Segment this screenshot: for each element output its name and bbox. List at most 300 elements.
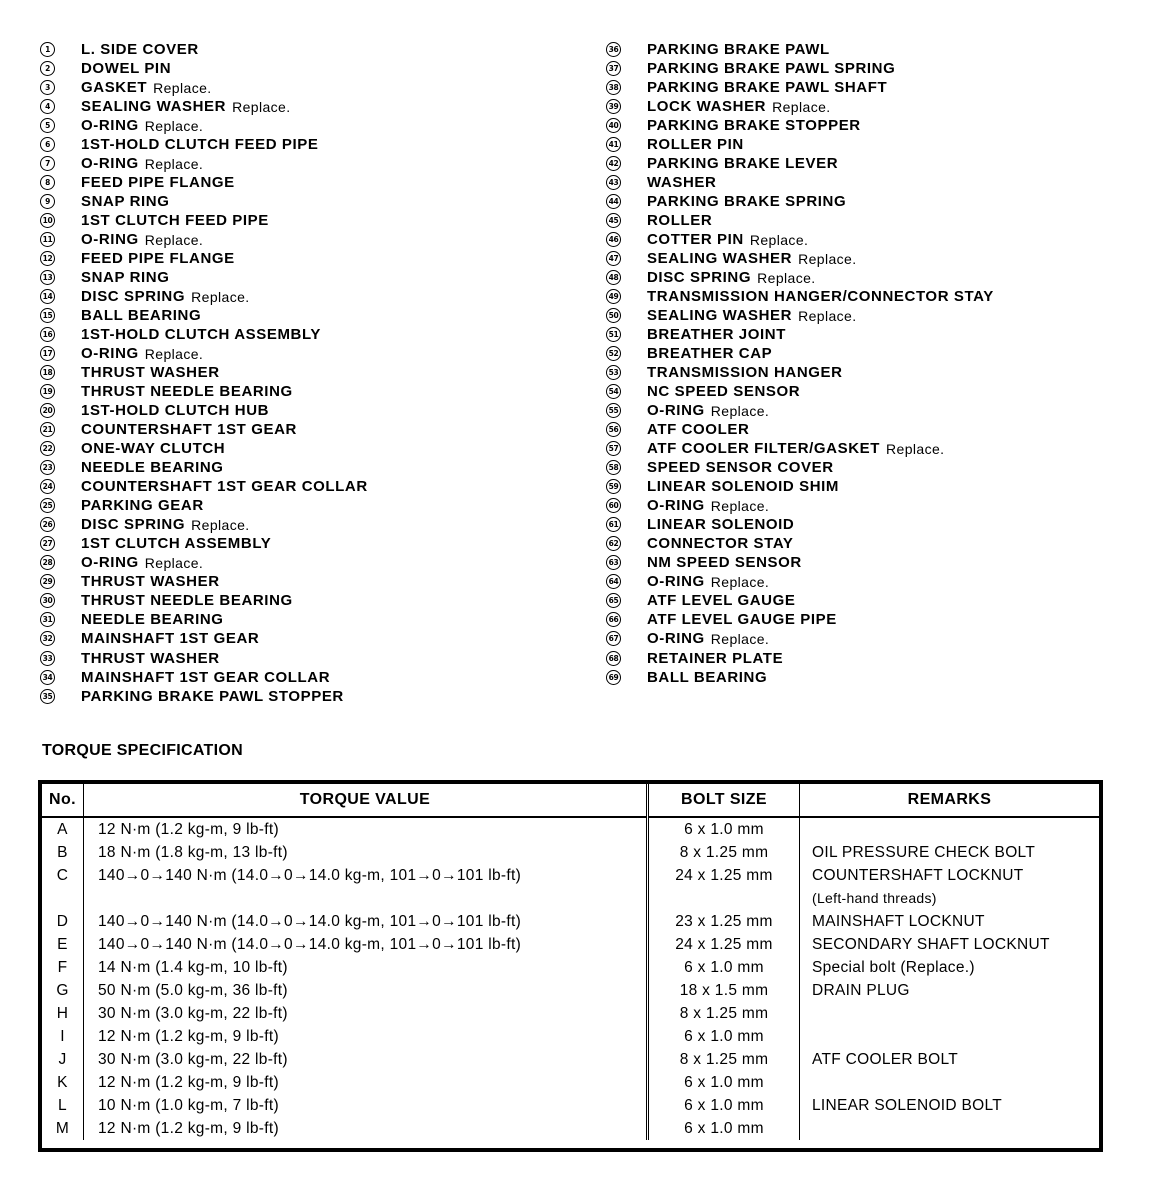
parts-list-left: [40, 40, 560, 706]
part-item: [606, 249, 1126, 268]
part-name: ATF LEVEL GAUGE PIPE: [647, 611, 837, 629]
part-number-circle: 50: [606, 308, 621, 323]
part-name: SPEED SENSOR COVER: [647, 459, 834, 477]
part-item: [40, 477, 560, 496]
part-number-circle: 15: [40, 308, 55, 323]
part-number-circle: 37: [606, 61, 621, 76]
part-number-circle: 33: [40, 651, 55, 666]
part-name: L. SIDE COVER: [81, 41, 199, 58]
part-item: [40, 230, 560, 249]
table-row: [42, 1048, 1099, 1071]
remarks-text: MAINSHAFT LOCKNUT: [812, 913, 985, 930]
part-number-circle: 20: [40, 403, 55, 418]
cell-remarks: [800, 1025, 1100, 1048]
part-name: MAINSHAFT 1ST GEAR COLLAR: [81, 668, 331, 686]
cell-no: A: [57, 821, 68, 838]
part-item: [40, 135, 560, 154]
table-header-row: [42, 784, 1099, 817]
part-item: [606, 629, 1126, 648]
part-name: LINEAR SOLENOID SHIM: [647, 478, 840, 496]
part-number-circle: 55: [606, 403, 621, 418]
remarks-text: ATF COOLER BOLT: [812, 1051, 959, 1068]
part-number-circle: 46: [606, 232, 621, 247]
part-number-circle: 67: [606, 631, 621, 646]
part-item: [40, 610, 560, 629]
remarks-text: LINEAR SOLENOID BOLT: [812, 1097, 1003, 1114]
remarks-text: Special bolt (Replace.): [812, 959, 975, 976]
cell-bolt-size: 24 x 1.25 mm: [648, 864, 800, 910]
part-item: [606, 534, 1126, 553]
part-number-circle: 7: [40, 156, 55, 171]
part-item: [606, 116, 1126, 135]
cell-remarks: [800, 864, 1100, 910]
cell-remarks: [800, 1117, 1100, 1140]
part-name: DISC SPRING: [647, 269, 752, 287]
cell-remarks: [800, 1002, 1100, 1025]
part-item: [606, 211, 1126, 230]
part-item: [40, 287, 560, 306]
part-name: 1ST CLUTCH FEED PIPE: [81, 212, 269, 230]
part-name: FEED PIPE FLANGE: [81, 174, 235, 192]
part-number-circle: 66: [606, 612, 621, 627]
cell-torque-value: 140→0→140 N·m (14.0→0→14.0 kg-m, 101→0→101 lb-ft): [84, 864, 648, 910]
part-name: NEEDLE BEARING: [81, 611, 224, 629]
part-note: Replace.: [144, 554, 204, 571]
part-number-circle: 62: [606, 536, 621, 551]
table-row: [42, 1002, 1099, 1025]
part-item: [606, 572, 1126, 591]
part-note: Replace.: [144, 345, 204, 362]
part-name: NEEDLE BEARING: [81, 459, 224, 477]
part-item: [40, 325, 560, 344]
part-item: [40, 496, 560, 515]
part-name: SNAP RING: [81, 269, 170, 287]
part-number-circle: 42: [606, 156, 621, 171]
part-item: [606, 173, 1126, 192]
table-row: [42, 1094, 1099, 1117]
table-row: [42, 1117, 1099, 1140]
part-name: DISC SPRING: [81, 516, 186, 534]
col-header-no: No.: [42, 784, 84, 817]
part-name: O-RING: [647, 630, 705, 648]
cell-bolt-size: 24 x 1.25 mm: [648, 933, 800, 956]
part-item: [606, 649, 1126, 668]
table-row: [42, 910, 1099, 933]
cell-torque-value: 12 N·m (1.2 kg-m, 9 lb-ft): [84, 1071, 648, 1094]
part-name: O-RING: [81, 155, 139, 173]
cell-remarks: [800, 910, 1100, 933]
cell-torque-value: 30 N·m (3.0 kg-m, 22 lb-ft): [84, 1002, 648, 1025]
part-name: BREATHER CAP: [647, 345, 773, 363]
part-item: [606, 668, 1126, 687]
part-item: [606, 363, 1126, 382]
part-note: Replace.: [798, 307, 857, 324]
cell-no: D: [56, 913, 69, 930]
cell-remarks: [800, 933, 1100, 956]
part-number-circle: 25: [40, 498, 55, 513]
cell-no: G: [56, 982, 69, 999]
part-number-circle: 18: [40, 365, 55, 380]
table-row: [42, 841, 1099, 864]
part-number-circle: 56: [606, 422, 621, 437]
part-number-circle: 65: [606, 593, 621, 608]
part-item: [40, 420, 560, 439]
part-number-circle: 17: [40, 346, 55, 361]
part-name: O-RING: [647, 402, 705, 420]
cell-bolt-size: 6 x 1.0 mm: [648, 817, 800, 841]
cell-torque-value: 50 N·m (5.0 kg-m, 36 lb-ft): [84, 979, 648, 1002]
part-number-circle: 59: [606, 479, 621, 494]
part-name: 1ST CLUTCH ASSEMBLY: [81, 535, 272, 553]
cell-remarks: [800, 956, 1100, 979]
part-item: [40, 154, 560, 173]
part-name: O-RING: [647, 573, 705, 591]
part-item: [40, 668, 560, 687]
cell-bolt-size: 8 x 1.25 mm: [648, 1002, 800, 1025]
col-header-remarks: REMARKS: [800, 784, 1100, 817]
part-item: [40, 173, 560, 192]
part-name: PARKING BRAKE LEVER: [647, 155, 839, 173]
part-note: Replace.: [798, 250, 857, 267]
part-name: 1ST-HOLD CLUTCH HUB: [81, 402, 270, 420]
part-number-circle: 26: [40, 517, 55, 532]
part-item: [40, 553, 560, 572]
part-name: SEALING WASHER: [81, 98, 227, 116]
part-item: [606, 40, 1126, 59]
torque-spec-table: [38, 780, 1103, 1152]
part-number-circle: 9: [40, 194, 55, 209]
table-row: [42, 956, 1099, 979]
part-name: O-RING: [81, 345, 139, 363]
cell-torque-value: 12 N·m (1.2 kg-m, 9 lb-ft): [84, 817, 648, 841]
part-number-circle: 38: [606, 80, 621, 95]
part-name: PARKING BRAKE PAWL: [647, 41, 830, 58]
part-number-circle: 2: [40, 61, 55, 76]
part-item: [40, 116, 560, 135]
part-note: Replace.: [191, 516, 250, 533]
part-name: PARKING BRAKE PAWL STOPPER: [81, 687, 344, 705]
cell-torque-value: 12 N·m (1.2 kg-m, 9 lb-ft): [84, 1025, 648, 1048]
part-item: [606, 401, 1126, 420]
part-number-circle: 32: [40, 631, 55, 646]
part-number-circle: 27: [40, 536, 55, 551]
part-number-circle: 1: [40, 42, 55, 57]
part-number-circle: 13: [40, 270, 55, 285]
part-note: Replace.: [886, 440, 945, 457]
part-name: O-RING: [647, 497, 705, 515]
part-item: [40, 363, 560, 382]
part-number-circle: 3: [40, 80, 55, 95]
cell-remarks: [800, 1094, 1100, 1117]
cell-bolt-size: 8 x 1.25 mm: [648, 841, 800, 864]
part-item: [606, 382, 1126, 401]
cell-remarks: [800, 979, 1100, 1002]
part-name: PARKING BRAKE SPRING: [647, 193, 847, 211]
part-name: THRUST WASHER: [81, 573, 220, 591]
part-name: ROLLER PIN: [647, 136, 744, 154]
part-item: [606, 477, 1126, 496]
part-name: THRUST WASHER: [81, 649, 220, 667]
part-item: [606, 610, 1126, 629]
part-name: DOWEL PIN: [81, 60, 172, 78]
part-number-circle: 6: [40, 137, 55, 152]
part-item: [40, 59, 560, 78]
part-item: [40, 78, 560, 97]
cell-no: K: [57, 1074, 68, 1091]
remarks-text: COUNTERSHAFT LOCKNUT: [812, 867, 1024, 884]
part-number-circle: 53: [606, 365, 621, 380]
part-number-circle: 24: [40, 479, 55, 494]
part-name: PARKING BRAKE PAWL SHAFT: [647, 79, 888, 97]
part-number-circle: 11: [40, 232, 55, 247]
cell-torque-value: 30 N·m (3.0 kg-m, 22 lb-ft): [84, 1048, 648, 1071]
part-number-circle: 22: [40, 441, 55, 456]
part-name: O-RING: [81, 554, 139, 572]
part-name: SEALING WASHER: [647, 307, 793, 325]
cell-remarks: [800, 1048, 1100, 1071]
part-name: O-RING: [81, 117, 139, 135]
part-name: ATF COOLER FILTER/GASKET: [647, 440, 880, 458]
part-number-circle: 52: [606, 346, 621, 361]
part-name: BALL BEARING: [647, 668, 768, 686]
part-name: CONNECTOR STAY: [647, 535, 794, 553]
part-item: [606, 439, 1126, 458]
part-name: COUNTERSHAFT 1ST GEAR: [81, 421, 297, 439]
part-number-circle: 36: [606, 42, 621, 57]
part-number-circle: 61: [606, 517, 621, 532]
part-number-circle: 45: [606, 213, 621, 228]
part-item: [606, 154, 1126, 173]
table-row: [42, 1025, 1099, 1048]
part-note: Replace.: [757, 269, 816, 286]
part-number-circle: 16: [40, 327, 55, 342]
part-name: ROLLER: [647, 212, 713, 230]
part-number-circle: 23: [40, 460, 55, 475]
table-row: [42, 1071, 1099, 1094]
col-header-bolt-size: BOLT SIZE: [648, 784, 800, 817]
part-name: PARKING BRAKE PAWL SPRING: [647, 60, 896, 78]
cell-no: B: [57, 844, 68, 861]
part-name: LINEAR SOLENOID: [647, 516, 795, 534]
part-name: O-RING: [81, 231, 139, 249]
cell-torque-value: 140→0→140 N·m (14.0→0→14.0 kg-m, 101→0→101 lb-ft): [84, 933, 648, 956]
torque-spec-heading: TORQUE SPECIFICATION: [42, 742, 243, 759]
cell-no: I: [60, 1028, 65, 1045]
part-number-circle: 35: [40, 689, 55, 704]
part-item: [40, 629, 560, 648]
part-item: [40, 649, 560, 668]
remarks-text: OIL PRESSURE CHECK BOLT: [812, 844, 1036, 861]
part-note: Replace.: [772, 98, 831, 115]
part-number-circle: 63: [606, 555, 621, 570]
part-number-circle: 48: [606, 270, 621, 285]
part-item: [606, 515, 1126, 534]
part-item: [606, 306, 1126, 325]
part-item: [606, 192, 1126, 211]
part-note: Replace.: [153, 79, 212, 96]
cell-no: J: [58, 1051, 67, 1068]
part-note: Replace.: [710, 630, 770, 647]
part-item: [40, 97, 560, 116]
part-item: [606, 78, 1126, 97]
part-note: Replace.: [710, 402, 770, 419]
part-note: Replace.: [191, 288, 250, 305]
cell-bolt-size: 6 x 1.0 mm: [648, 956, 800, 979]
cell-bolt-size: 18 x 1.5 mm: [648, 979, 800, 1002]
part-number-circle: 28: [40, 555, 55, 570]
part-item: [606, 59, 1126, 78]
part-number-circle: 69: [606, 670, 621, 685]
part-item: [606, 553, 1126, 572]
cell-no: H: [56, 1005, 69, 1022]
part-name: THRUST NEEDLE BEARING: [81, 592, 293, 610]
part-note: Replace.: [710, 497, 770, 514]
part-item: [40, 572, 560, 591]
part-number-circle: 47: [606, 251, 621, 266]
part-number-circle: 40: [606, 118, 621, 133]
part-number-circle: 31: [40, 612, 55, 627]
remarks-text: SECONDARY SHAFT LOCKNUT: [812, 936, 1050, 953]
cell-torque-value: 12 N·m (1.2 kg-m, 9 lb-ft): [84, 1117, 648, 1140]
cell-torque-value: 18 N·m (1.8 kg-m, 13 lb-ft): [84, 841, 648, 864]
cell-remarks: [800, 1071, 1100, 1094]
cell-bolt-size: 6 x 1.0 mm: [648, 1094, 800, 1117]
cell-bolt-size: 6 x 1.0 mm: [648, 1071, 800, 1094]
part-name: GASKET: [81, 79, 148, 97]
part-item: [40, 306, 560, 325]
part-item: [40, 515, 560, 534]
part-item: [40, 40, 560, 59]
part-number-circle: 68: [606, 651, 621, 666]
cell-bolt-size: 6 x 1.0 mm: [648, 1117, 800, 1140]
part-name: TRANSMISSION HANGER/CONNECTOR STAY: [647, 288, 994, 306]
part-number-circle: 19: [40, 384, 55, 399]
remarks-text: DRAIN PLUG: [812, 982, 910, 999]
part-item: [40, 192, 560, 211]
part-name: SNAP RING: [81, 193, 170, 211]
part-number-circle: 34: [40, 670, 55, 685]
part-item: [40, 382, 560, 401]
cell-no: E: [57, 936, 68, 953]
part-item: [40, 268, 560, 287]
part-note: Replace.: [144, 231, 204, 248]
part-item: [40, 687, 560, 706]
part-number-circle: 41: [606, 137, 621, 152]
part-item: [40, 401, 560, 420]
cell-remarks: [800, 841, 1100, 864]
part-item: [606, 420, 1126, 439]
cell-bolt-size: 6 x 1.0 mm: [648, 1025, 800, 1048]
part-item: [40, 249, 560, 268]
part-number-circle: 39: [606, 99, 621, 114]
cell-torque-value: 10 N·m (1.0 kg-m, 7 lb-ft): [84, 1094, 648, 1117]
part-item: [40, 591, 560, 610]
part-item: [606, 287, 1126, 306]
part-name: ATF LEVEL GAUGE: [647, 592, 796, 610]
part-item: [40, 344, 560, 363]
part-number-circle: 51: [606, 327, 621, 342]
part-number-circle: 5: [40, 118, 55, 133]
part-number-circle: 64: [606, 574, 621, 589]
part-item: [606, 230, 1126, 249]
part-number-circle: 60: [606, 498, 621, 513]
part-number-circle: 12: [40, 251, 55, 266]
part-number-circle: 29: [40, 574, 55, 589]
part-name: DISC SPRING: [81, 288, 186, 306]
table-row: [42, 817, 1099, 841]
cell-no: M: [55, 1120, 70, 1137]
cell-bolt-size: 23 x 1.25 mm: [648, 910, 800, 933]
part-name: THRUST NEEDLE BEARING: [81, 383, 293, 401]
part-number-circle: 57: [606, 441, 621, 456]
part-item: [606, 268, 1126, 287]
part-item: [606, 325, 1126, 344]
part-name: 1ST-HOLD CLUTCH FEED PIPE: [81, 136, 319, 154]
part-note: Replace.: [710, 573, 770, 590]
part-note: Replace.: [749, 231, 809, 248]
cell-torque-value: 140→0→140 N·m (14.0→0→14.0 kg-m, 101→0→101 lb-ft): [84, 910, 648, 933]
part-item: [606, 591, 1126, 610]
part-number-circle: 8: [40, 175, 55, 190]
cell-no: C: [56, 867, 69, 884]
part-note: Replace.: [232, 98, 291, 115]
part-name: TRANSMISSION HANGER: [647, 364, 843, 382]
part-number-circle: 10: [40, 213, 55, 228]
part-name: PARKING GEAR: [81, 497, 204, 515]
part-name: NM SPEED SENSOR: [647, 554, 802, 572]
part-note: Replace.: [144, 117, 204, 134]
part-name: RETAINER PLATE: [647, 649, 784, 667]
part-name: COTTER PIN: [647, 231, 744, 249]
cell-torque-value: 14 N·m (1.4 kg-m, 10 lb-ft): [84, 956, 648, 979]
part-item: [606, 97, 1126, 116]
part-name: THRUST WASHER: [81, 364, 220, 382]
part-name: BREATHER JOINT: [647, 326, 786, 344]
part-name: BALL BEARING: [81, 307, 202, 325]
part-number-circle: 49: [606, 289, 621, 304]
part-name: SEALING WASHER: [647, 250, 793, 268]
part-item: [606, 458, 1126, 477]
remarks-text-secondary: (Left-hand threads): [812, 890, 937, 906]
part-number-circle: 4: [40, 99, 55, 114]
part-name: COUNTERSHAFT 1ST GEAR COLLAR: [81, 478, 368, 496]
part-item: [40, 458, 560, 477]
part-number-circle: 44: [606, 194, 621, 209]
part-item: [40, 534, 560, 553]
cell-no: F: [57, 959, 68, 976]
cell-bolt-size: 8 x 1.25 mm: [648, 1048, 800, 1071]
part-name: FEED PIPE FLANGE: [81, 250, 235, 268]
part-item: [606, 496, 1126, 515]
part-name: NC SPEED SENSOR: [647, 383, 801, 401]
table-row: [42, 933, 1099, 956]
part-item: [40, 439, 560, 458]
cell-remarks: [800, 817, 1100, 841]
part-number-circle: 21: [40, 422, 55, 437]
part-name: MAINSHAFT 1ST GEAR: [81, 630, 260, 648]
part-number-circle: 58: [606, 460, 621, 475]
part-name: ONE-WAY CLUTCH: [81, 440, 226, 458]
parts-list-right: [606, 40, 1126, 687]
table-row: [42, 864, 1099, 910]
part-item: [40, 211, 560, 230]
col-header-torque-value: TORQUE VALUE: [84, 784, 648, 817]
part-note: Replace.: [144, 155, 204, 172]
part-name: WASHER: [647, 174, 717, 192]
part-name: ATF COOLER: [647, 421, 750, 439]
cell-no: L: [58, 1097, 67, 1114]
part-number-circle: 30: [40, 593, 55, 608]
